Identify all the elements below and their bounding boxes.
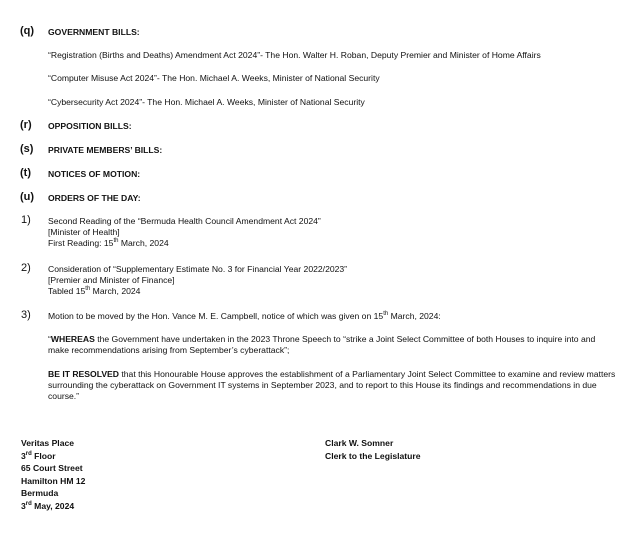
address-block — [21, 437, 85, 513]
address-line-1: Veritas Place — [21, 438, 75, 448]
resolved-clause: BE IT RESOLVED that this Honourable House approves the establishment of a Parliamentary Joint Select Committee to examine and review matters surrounding the cyberattack on Government IT systems in September 2023, and to report to this House its findings and recommendations in due course.” — [48, 369, 616, 401]
heading-opposition-bills: OPPOSITION BILLS: — [48, 121, 132, 131]
section-marker-t: (t) — [20, 167, 31, 179]
order-1-first-reading: First Reading: 15th March, 2024 — [48, 238, 169, 248]
address-date: 3rd May, 2024 — [21, 500, 75, 511]
address-country: Bermuda — [21, 488, 59, 499]
order-1-title: Second Reading of the “Bermuda Health Council Amendment Act 2024” — [48, 216, 321, 226]
order-3-intro: Motion to be moved by the Hon. Vance M. E. Campbell, notice of which was given on 15th March, 2024: — [48, 311, 441, 321]
whereas-clause: “WHEREAS the Government have undertaken in the 2023 Throne Speech to “strike a Joint Select Committee of both Houses to inquire into and make recommendations arising from September’s cyberattack”; — [48, 334, 596, 355]
order-2-title: Consideration of “Supplementary Estimate No. 3 for Financial Year 2022/2023” — [48, 264, 348, 274]
order-number-1: 1) — [21, 214, 31, 226]
signature-title: Clerk to the Legislature — [325, 450, 421, 461]
section-marker-u: (u) — [20, 191, 35, 203]
order-item-2 — [48, 264, 347, 297]
heading-private-members-bills: PRIVATE MEMBERS’ BILLS: — [48, 145, 163, 155]
address-street: 65 Court Street — [21, 463, 83, 474]
order-item-1 — [48, 216, 321, 249]
heading-orders-of-the-day: ORDERS OF THE DAY: — [48, 193, 141, 203]
order-number-3: 3) — [21, 309, 31, 321]
heading-notices-of-motion: NOTICES OF MOTION: — [48, 169, 141, 179]
order-number-2: 2) — [21, 262, 31, 274]
heading-government-bills: GOVERNMENT BILLS: — [48, 27, 140, 37]
section-marker-q: (q) — [20, 25, 35, 37]
order-1-sponsor: [Minister of Health] — [48, 227, 120, 237]
address-floor: 3rd Floor — [21, 450, 56, 461]
government-bill-item: “Computer Misuse Act 2024”- The Hon. Michael A. Weeks, Minister of National Security — [48, 73, 380, 83]
government-bill-item: “Cybersecurity Act 2024”- The Hon. Michael A. Weeks, Minister of National Security — [48, 97, 365, 107]
signature-name: Clark W. Somner — [325, 438, 394, 448]
order-2-tabled: Tabled 15th March, 2024 — [48, 286, 141, 296]
government-bill-item: “Registration (Births and Deaths) Amendment Act 2024”- The Hon. Walter H. Roban, Deputy Premier and Minister of Home Affairs — [48, 50, 541, 60]
address-city: Hamilton HM 12 — [21, 475, 86, 486]
signature-block — [325, 437, 421, 462]
section-marker-s: (s) — [20, 143, 34, 155]
section-marker-r: (r) — [20, 119, 32, 131]
order-2-sponsor: [Premier and Minister of Finance] — [48, 275, 175, 285]
